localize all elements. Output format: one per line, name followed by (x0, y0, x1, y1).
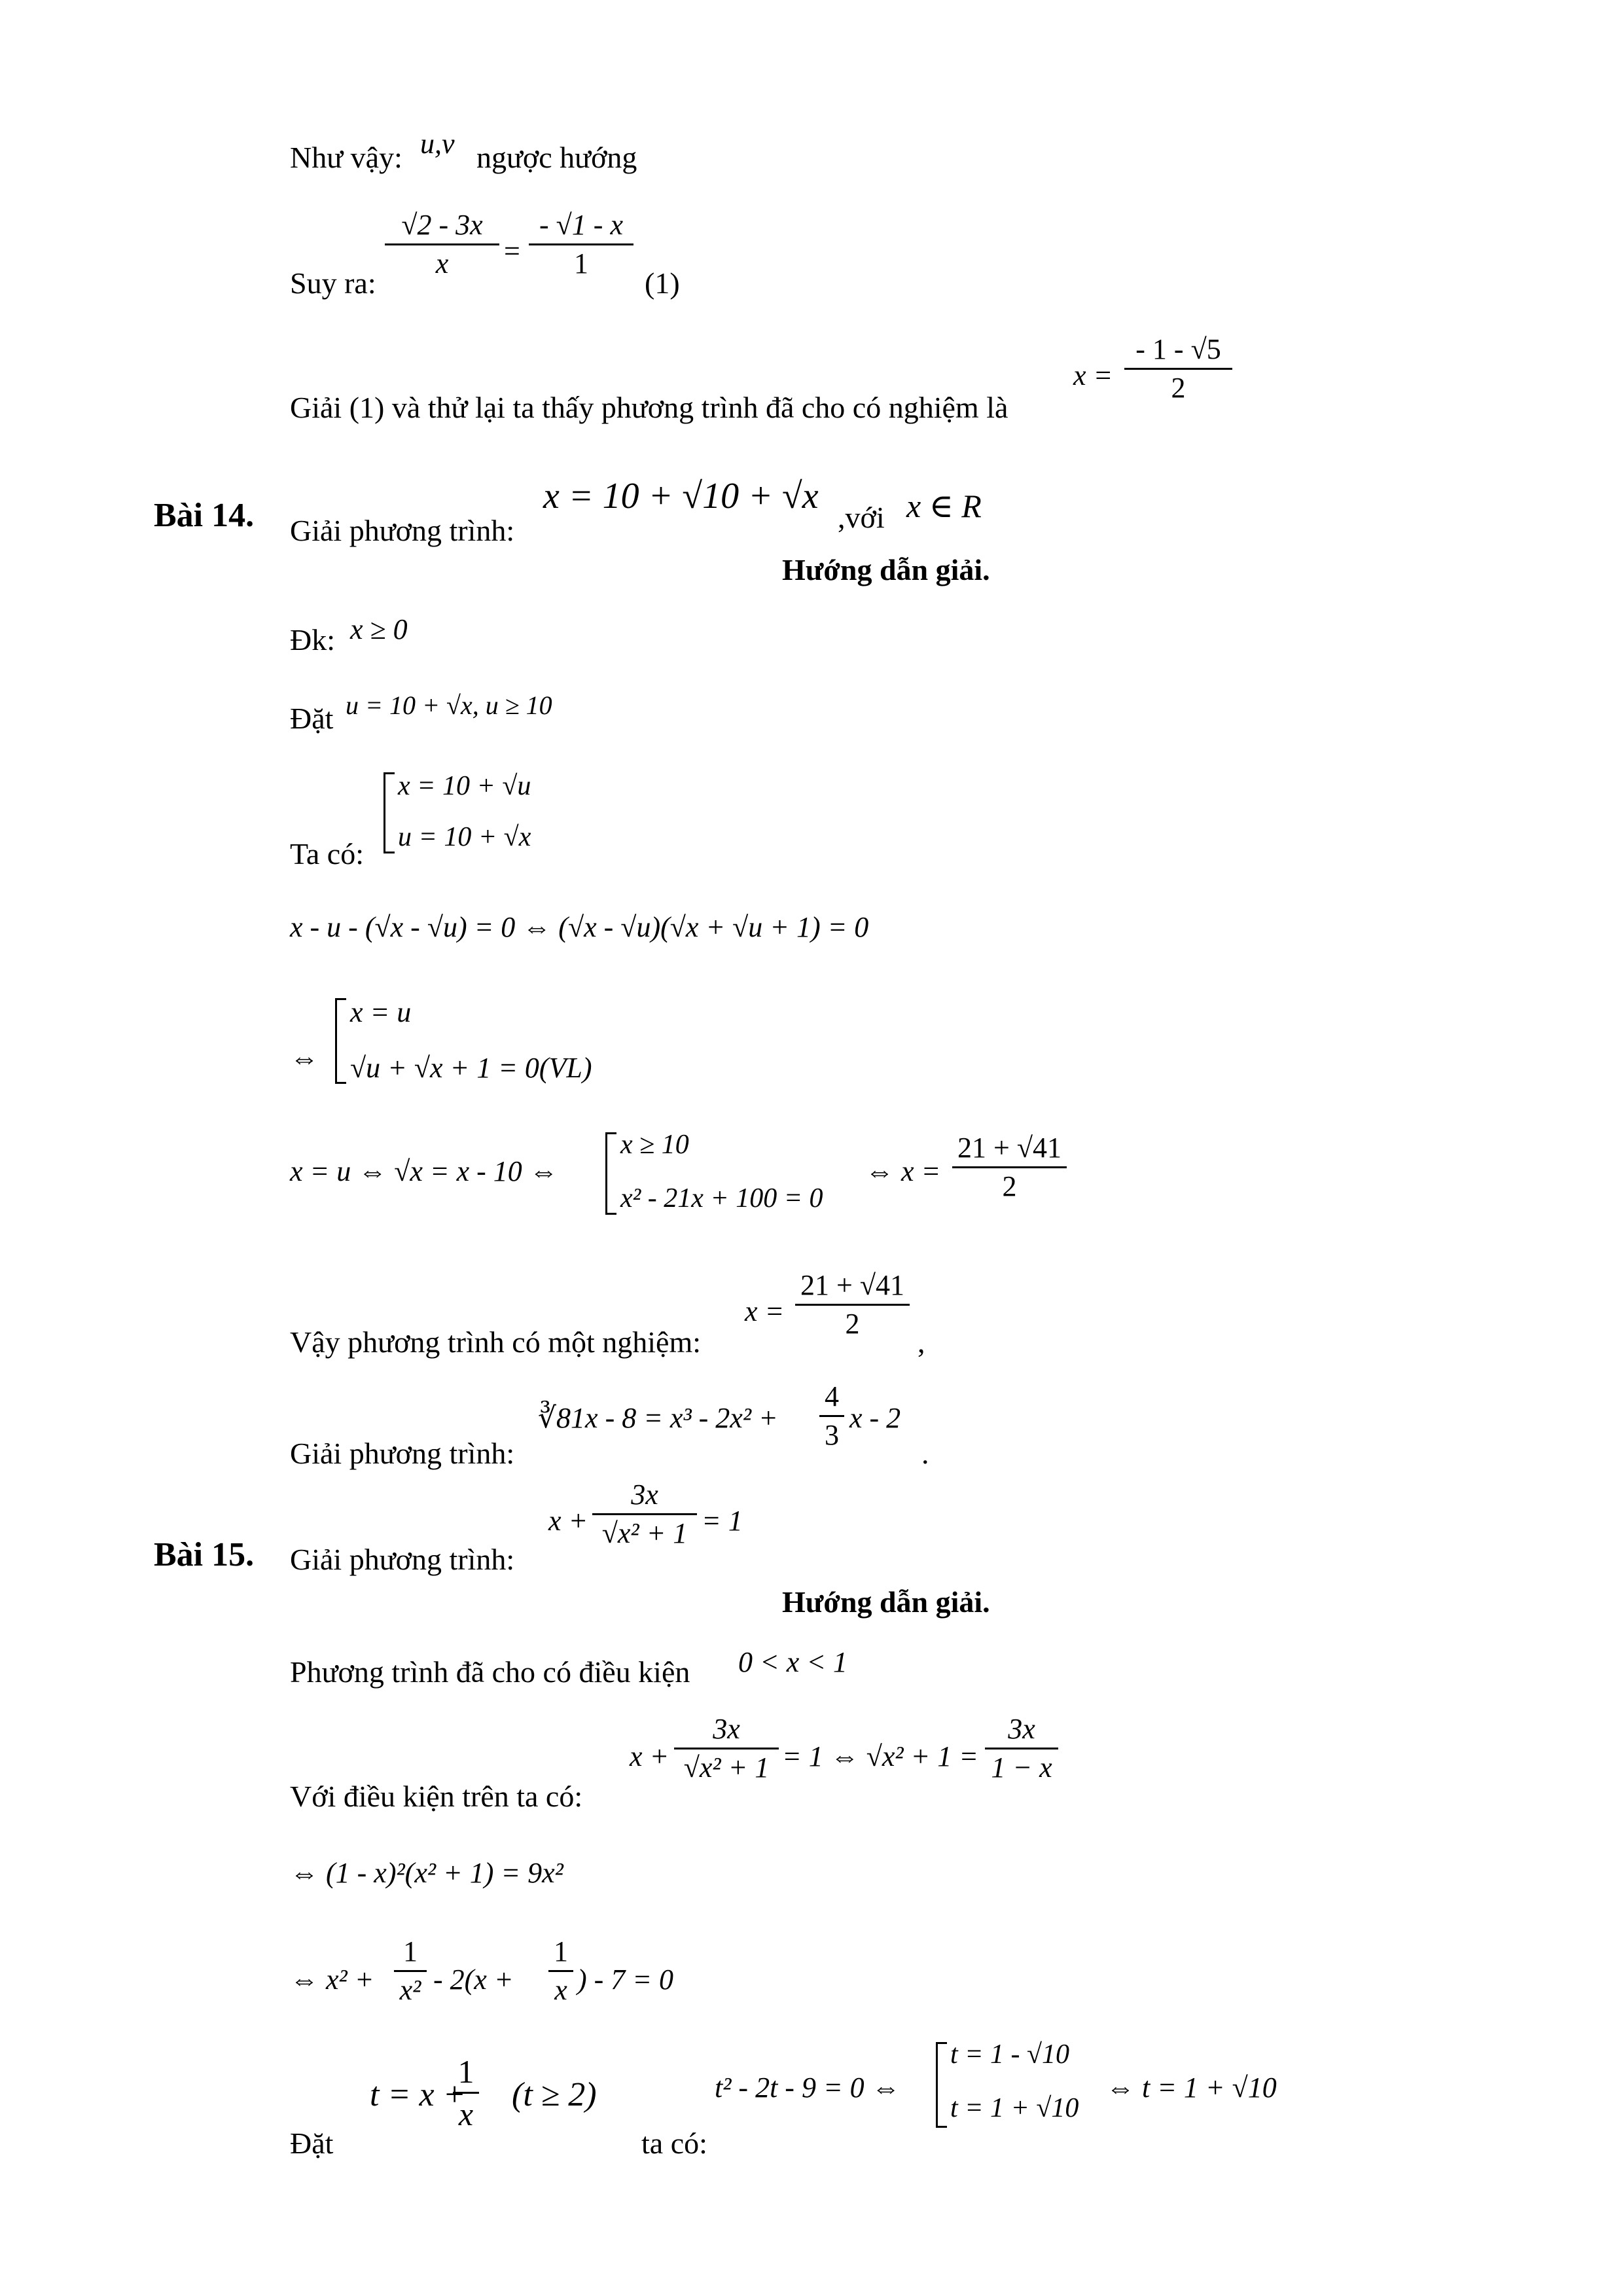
fraction-bar (453, 2092, 479, 2094)
dat-label-15: Đặt (290, 2126, 334, 2160)
fraction-left-num: √2 - 3x (401, 209, 483, 241)
case-brace (335, 998, 346, 1084)
fraction-bar (529, 243, 633, 245)
problem-15-label: Bài 15. (154, 1536, 255, 1573)
t-line-a: ⇔ x² + (290, 1964, 374, 1996)
fraction-left (385, 211, 499, 278)
t-brace (936, 2042, 947, 2128)
fraction-bar (548, 1970, 573, 1972)
fraction-right-num: - √1 - x (539, 209, 623, 241)
ta-co-label: Ta có: (290, 837, 365, 870)
problem-15-lhs: x + (548, 1505, 588, 1537)
dk-math: x ≥ 0 (350, 613, 408, 645)
wc-den2: 1 − x (991, 1751, 1052, 1784)
conclusion-comma: , (918, 1325, 925, 1359)
t-line-num-1: 1 (403, 1935, 418, 1967)
fraction-bar (1124, 368, 1232, 370)
fraction-bar (795, 1304, 910, 1306)
solution-den: 2 (1171, 372, 1186, 404)
fraction-bar (385, 243, 499, 245)
extra-eq-left: ∛81x - 8 = x³ - 2x² + (538, 1402, 778, 1434)
t-line-den-1: x² (399, 1974, 421, 2006)
guide-heading-14: Hướng dẫn giải. (782, 553, 990, 586)
fraction-left-den: x (435, 247, 449, 279)
solution-lhs: x = (1073, 359, 1113, 391)
wc-num: 3x (713, 1713, 740, 1745)
condition-text: Phương trình đã cho có điều kiện (290, 1655, 690, 1689)
t-line-frac-2 (548, 1937, 573, 2005)
conclusion-lhs: x = (745, 1295, 785, 1327)
xu-brace (605, 1132, 616, 1215)
t-line-frac-1 (394, 1937, 427, 2005)
wc-num2: 3x (1008, 1713, 1035, 1745)
t-line-num-2: 1 (554, 1935, 568, 1967)
guide-heading-15: Hướng dẫn giải. (782, 1585, 990, 1619)
wc-fraction-2 (985, 1715, 1058, 1782)
dat-condition-15: (t ≥ 2) (512, 2076, 597, 2113)
dat-label-14: Đặt (290, 702, 334, 735)
wc-den: √x² + 1 (683, 1751, 770, 1784)
fraction-bar (819, 1415, 844, 1417)
fraction-bar (674, 1748, 779, 1749)
problem-15-rhs: = 1 (702, 1505, 743, 1537)
xu-system-2: x² - 21x + 100 = 0 (620, 1183, 823, 1213)
fraction-bar (592, 1513, 697, 1515)
conclusion-14: Vậy phương trình có một nghiệm: (290, 1325, 702, 1359)
conclusion-num: 21 + √41 (800, 1269, 904, 1301)
xu-result-num: 21 + √41 (957, 1132, 1061, 1164)
ta-co-15: ta có: (641, 2126, 707, 2160)
conclusion-den: 2 (845, 1308, 860, 1340)
wc-mid: = 1 ⇔ √x² + 1 = (782, 1740, 978, 1772)
fraction-bar (952, 1166, 1067, 1168)
fraction-right-den: 1 (574, 247, 588, 279)
problem-14-prompt: Giải phương trình: (290, 514, 515, 547)
intro-line1-prefix: Như vậy: (290, 141, 402, 174)
dat-fraction-15 (453, 2055, 479, 2130)
problem-15-prompt: Giải phương trình: (290, 1543, 515, 1576)
with-condition-text: Với điều kiện trên ta có: (290, 1780, 583, 1813)
equals-sign: = (504, 235, 520, 267)
t-line-b: - 2(x + (433, 1964, 514, 1996)
suy-ra-label: Suy ra: (290, 266, 376, 300)
problem-15-num: 3x (631, 1479, 658, 1511)
dat-num-15: 1 (457, 2053, 474, 2090)
case-line-2: √u + √x + 1 = 0(VL) (350, 1052, 592, 1084)
problem-15-fraction (592, 1480, 697, 1548)
extra-eq-right: x - 2 (849, 1402, 901, 1434)
t-equation: t² - 2t - 9 = 0 ⇔ (715, 2072, 901, 2104)
dat-lhs-15: t = x + (370, 2076, 466, 2113)
extra-problem-prompt: Giải phương trình: (290, 1437, 515, 1470)
t-line-c: ) - 7 = 0 (577, 1964, 673, 1996)
dat-math-14: u = 10 + √x, u ≥ 10 (346, 691, 552, 720)
system-brace (383, 772, 395, 853)
equation-label-1: (1) (645, 266, 680, 300)
xu-system-1: x ≥ 10 (620, 1130, 689, 1160)
wc-fraction-1 (674, 1715, 779, 1782)
t-result: ⇔ t = 1 + √10 (1106, 2072, 1277, 2104)
giai-1-text: Giải (1) và thử lại ta thấy phương trình đã cho có nghiệm là (290, 391, 1008, 424)
intro-line1-suffix: ngược hướng (476, 141, 637, 174)
problem-15-den: √x² + 1 (601, 1517, 688, 1549)
extra-fraction (819, 1382, 844, 1450)
fraction-right (529, 211, 633, 278)
xu-result-fraction (952, 1134, 1067, 1201)
fraction-bar (394, 1970, 427, 1972)
system-line-1: x = 10 + √u (398, 771, 531, 801)
conclusion-fraction (795, 1271, 910, 1338)
t-line-den-2: x (554, 1974, 567, 2006)
problem-14-equation: x = 10 + √10 + √x (543, 476, 819, 516)
solution-num: - 1 - √5 (1135, 333, 1221, 365)
difference-line: x - u - (√x - √u) = 0 ⇔ (√x - √u)(√x + √u + 1) = 0 (290, 911, 869, 943)
wc-lhs: x + (630, 1740, 669, 1772)
system-line-2: u = 10 + √x (398, 822, 531, 852)
extra-frac-den: 3 (825, 1419, 839, 1451)
xu-result-den: 2 (1002, 1170, 1017, 1202)
equiv-sign: ⇔ (290, 1042, 319, 1074)
t-system-1: t = 1 - √10 (950, 2039, 1070, 2070)
xu-result-lhs: ⇔ x = (865, 1155, 941, 1187)
condition-math: 0 < x < 1 (738, 1646, 847, 1678)
squared-line: ⇔ (1 - x)²(x² + 1) = 9x² (290, 1857, 563, 1889)
intro-uv: u,v (420, 128, 455, 160)
t-system-2: t = 1 + √10 (950, 2093, 1079, 2123)
fraction-bar (985, 1748, 1058, 1749)
extra-dot: . (921, 1437, 929, 1470)
extra-frac-num: 4 (825, 1380, 839, 1412)
dat-den-15: x (458, 2096, 474, 2132)
problem-14-with: ,với (838, 501, 885, 534)
problem-14-domain: x ∈ R (906, 488, 982, 524)
xu-line: x = u ⇔ √x = x - 10 ⇔ (290, 1155, 558, 1187)
case-line-1: x = u (350, 996, 412, 1028)
solution-fraction (1124, 335, 1232, 403)
problem-14-label: Bài 14. (154, 497, 255, 534)
dk-label: Đk: (290, 623, 335, 656)
